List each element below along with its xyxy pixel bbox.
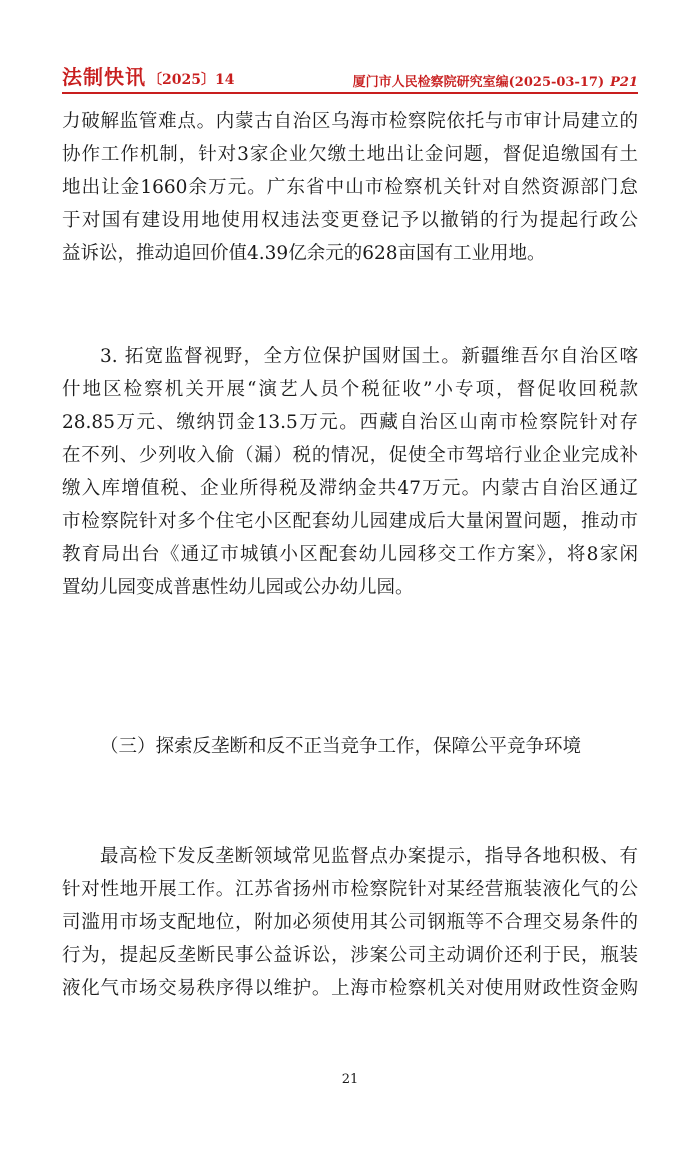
page-number: 21	[341, 1072, 359, 1087]
text-line: 地出让金1660余万元。广东省中山市检察机关针对自然资源部门怠	[62, 177, 638, 198]
header-left	[62, 61, 234, 90]
paragraph-2	[62, 340, 638, 604]
paragraph-1	[62, 105, 638, 270]
text-line: 28.85万元、缴纳罚金13.5万元。西藏自治区山南市检察院针对存	[62, 412, 638, 433]
publication-title: 法制快讯	[62, 65, 146, 89]
text-line: 什地区检察机关开展“演艺人员个税征收”小专项，督促收回税款	[62, 379, 638, 400]
text-line: 力破解监管难点。内蒙古自治区乌海市检察院依托与市审计局建立的	[62, 111, 638, 132]
text-line: 缴入库增值税、企业所得税及滞纳金共47万元。内蒙古自治区通辽	[62, 478, 638, 499]
issue-number: 〔2025〕14	[148, 72, 235, 88]
text-line: 教育局出台《通辽市城镇小区配套幼儿园移交工作方案》，将8家闲	[62, 544, 638, 565]
text-line: 市检察院针对多个住宅小区配套幼儿园建成后大量闲置问题，推动市	[62, 511, 638, 532]
text-line: 于对国有建设用地使用权违法变更登记予以撤销的行为提起行政公	[62, 210, 638, 231]
text-line: 针对性地开展工作。江苏省扬州市检察院针对某经营瓶装液化气的公	[62, 879, 638, 900]
text-line: 在不列、少列收入偷（漏）税的情况，促使全市驾培行业企业完成补	[62, 445, 638, 466]
text-line: 最高检下发反垄断领域常见监督点办案提示，指导各地积极、有	[100, 846, 638, 867]
header-page-tag: P21	[610, 75, 638, 90]
text-line: 益诉讼，推动追回价值4.39亿余元的628亩国有工业用地。	[62, 243, 546, 264]
header-rule	[62, 92, 638, 94]
text-line: 3. 拓宽监督视野，全方位保护国财国土。新疆维吾尔自治区喀	[100, 346, 638, 367]
text-line: 液化气市场交易秩序得以维护。上海市检察机关对使用财政性资金购	[62, 978, 638, 999]
section-subheading: （三）探索反垄断和反不正当竞争工作，保障公平竞争环境	[100, 736, 582, 757]
text-line: 司滥用市场支配地位，附加必须使用其公司钢瓶等不合理交易条件的	[62, 912, 638, 933]
header-right	[353, 71, 638, 90]
paragraph-3	[62, 840, 638, 1005]
text-line: 行为，提起反垄断民事公益诉讼，涉案公司主动调价还利于民，瓶装	[62, 945, 638, 966]
publisher-info: 厦门市人民检察院研究室编(2025-03-17)	[352, 75, 605, 90]
text-line: 置幼儿园变成普惠性幼儿园或公办幼儿园。	[62, 577, 414, 598]
page-header	[62, 62, 638, 90]
text-line: 协作工作机制，针对3家企业欠缴土地出让金问题，督促追缴国有土	[62, 144, 638, 165]
